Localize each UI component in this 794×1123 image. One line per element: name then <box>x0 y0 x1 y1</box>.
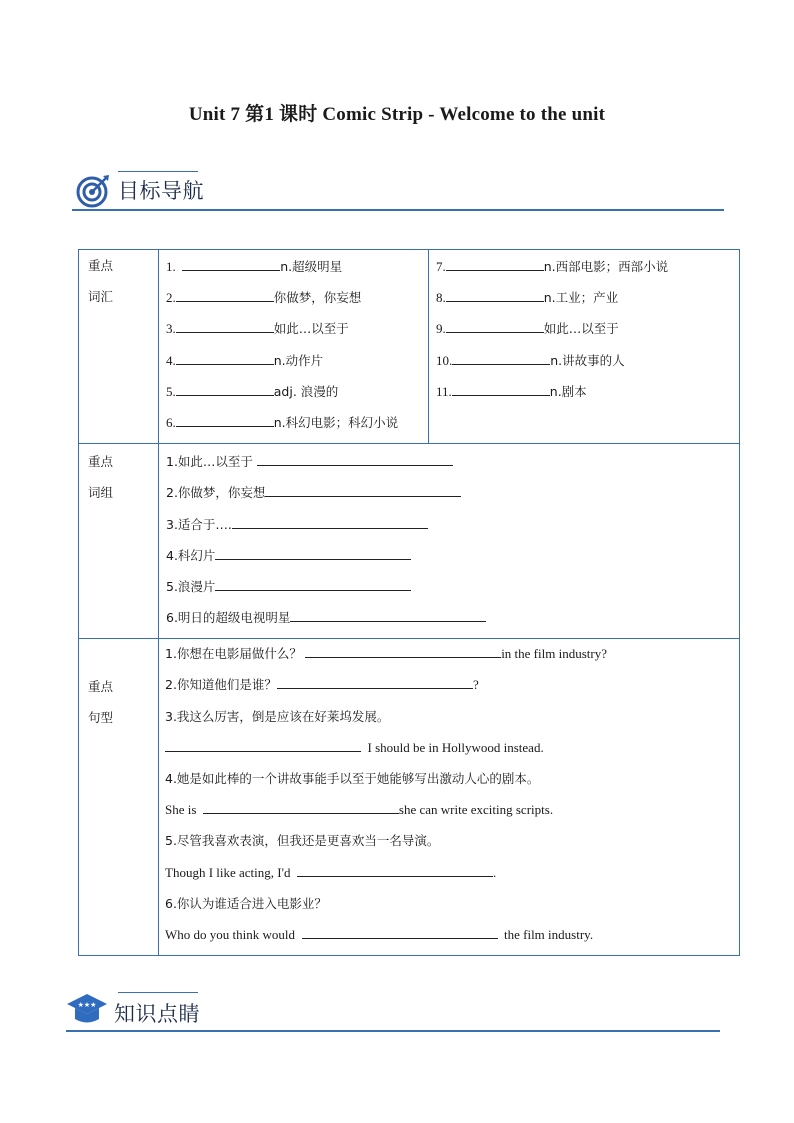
vocab-item: 1. n.超级明星 <box>166 256 428 287</box>
answer-blank[interactable] <box>215 545 411 560</box>
sentence-line: Who do you think would the film industry. <box>165 924 739 955</box>
answer-blank[interactable] <box>297 862 493 877</box>
answer-blank[interactable] <box>257 451 453 466</box>
vocab-item: 4. n.动作片 <box>166 350 428 381</box>
phrase-item: 2.你做梦，你妄想 <box>166 482 739 513</box>
header-bottom-rule <box>66 1030 720 1032</box>
section-heading: 知识点睛 <box>114 1002 200 1026</box>
answer-blank[interactable] <box>176 287 274 302</box>
answer-blank[interactable] <box>215 576 411 591</box>
target-icon <box>76 174 110 208</box>
vocab-right-column <box>429 250 740 444</box>
sentence-line: She is she can write exciting scripts. <box>165 799 739 830</box>
phrase-item: 4.科幻片 <box>166 545 739 576</box>
answer-blank[interactable] <box>182 256 280 271</box>
vocab-item: 3. 如此…以至于 <box>166 318 428 349</box>
answer-blank[interactable] <box>452 381 550 396</box>
section-heading: 目标导航 <box>118 179 204 203</box>
vocab-item: 5. adj. 浪漫的 <box>166 381 428 412</box>
answer-blank[interactable] <box>446 256 544 271</box>
header-bottom-rule <box>72 209 724 211</box>
vocab-label: 重点 词汇 <box>79 250 159 444</box>
answer-blank[interactable] <box>176 350 274 365</box>
sentence-line: Though I like acting, I'd . <box>165 862 739 893</box>
section-header-knowledge <box>66 992 720 1032</box>
phrase-item: 1.如此…以至于 <box>166 451 739 482</box>
sentence-line: 2.你知道他们是谁？ ? <box>165 674 739 705</box>
document-title: Unit 7 第1 课时 Comic Strip - Welcome to the unit <box>188 104 606 125</box>
answer-blank[interactable] <box>203 799 399 814</box>
phrase-item: 3.适合于…. <box>166 514 739 545</box>
sentence-line: 6.你认为谁适合进入电影业？ <box>165 895 327 911</box>
vocab-item: 6. n.科幻电影；科幻小说 <box>166 412 428 443</box>
answer-blank[interactable] <box>277 674 473 689</box>
answer-blank[interactable] <box>452 350 550 365</box>
study-table <box>78 249 740 956</box>
answer-blank[interactable] <box>446 318 544 333</box>
phrases-column <box>159 444 740 639</box>
svg-text:★★★: ★★★ <box>77 1001 97 1009</box>
sentences-column <box>159 639 740 956</box>
vocab-item: 7. n.西部电影；西部小说 <box>436 256 739 287</box>
vocab-item: 2. 你做梦，你妄想 <box>166 287 428 318</box>
answer-blank[interactable] <box>446 287 544 302</box>
phrases-row <box>79 444 740 639</box>
answer-blank[interactable] <box>176 412 274 427</box>
vocab-left-column <box>159 250 429 444</box>
answer-blank[interactable] <box>290 607 486 622</box>
vocab-item: 10. n.讲故事的人 <box>436 350 739 381</box>
answer-blank[interactable] <box>176 381 274 396</box>
answer-blank[interactable] <box>265 482 461 497</box>
header-top-rule <box>118 992 198 993</box>
sentences-label: 重点 句型 <box>79 639 159 956</box>
vocab-item: 11. n.剧本 <box>436 381 739 412</box>
sentence-line: 4.她是如此棒的一个讲故事能手以至于她能够写出激动人心的剧本。 <box>165 771 540 786</box>
answer-blank[interactable] <box>176 318 274 333</box>
header-top-rule <box>118 171 198 172</box>
sentence-line: I should be in Hollywood instead. <box>165 737 739 768</box>
sentences-row <box>79 639 740 956</box>
vocab-item: 9. 如此…以至于 <box>436 318 739 349</box>
section-header-goals <box>72 171 724 211</box>
answer-blank[interactable] <box>305 643 501 658</box>
answer-blank[interactable] <box>302 924 498 939</box>
answer-blank[interactable] <box>232 514 428 529</box>
phrases-label: 重点 词组 <box>79 444 159 639</box>
phrase-item: 6.明日的超级电视明星 <box>166 607 739 638</box>
sentence-line: 3.我这么厉害，倒是应该在好莱坞发展。 <box>165 708 390 724</box>
phrase-item: 5.浪漫片 <box>166 576 739 607</box>
sentence-line: 1.你想在电影届做什么？ in the film industry? <box>165 643 739 674</box>
sentence-line: 5.尽管我喜欢表演，但我还是更喜欢当一名导演。 <box>165 833 440 849</box>
vocab-row <box>79 250 740 444</box>
vocab-item: 8. n.工业；产业 <box>436 287 739 318</box>
graduation-cap-icon <box>66 992 108 1026</box>
answer-blank[interactable] <box>165 737 361 752</box>
